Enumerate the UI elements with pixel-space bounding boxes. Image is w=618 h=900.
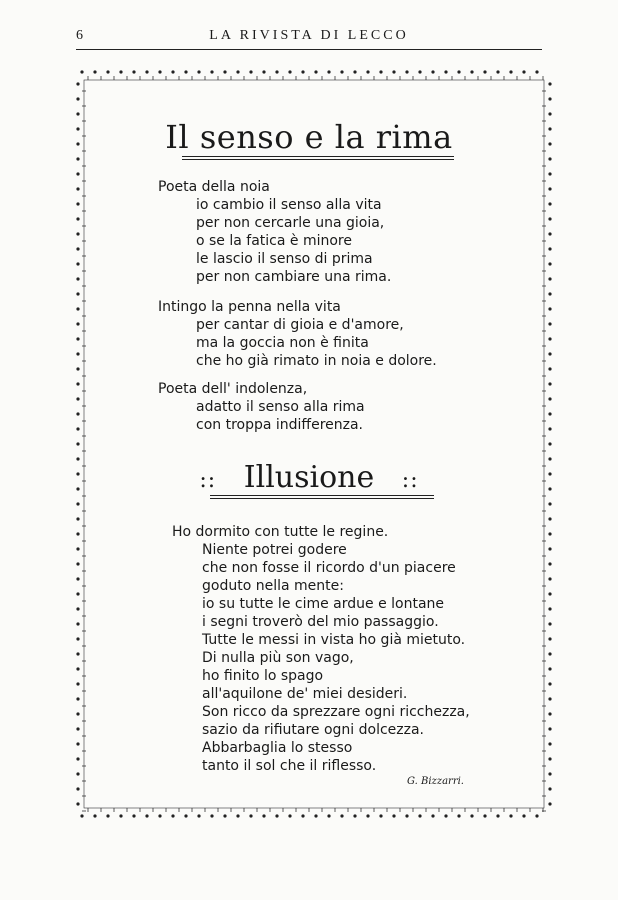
border-dot — [76, 667, 79, 670]
title-ornament-right: :: — [401, 468, 419, 493]
border-dot — [548, 187, 551, 190]
border-dot — [405, 814, 408, 817]
poem-line: Di nulla più son vago, — [202, 650, 354, 666]
border-dot — [457, 70, 460, 73]
border-dot — [509, 70, 512, 73]
poem-line: ma la goccia non è finita — [196, 335, 369, 351]
poem-title-text: Illusione — [243, 460, 375, 495]
poem-line: Tutte le messi in vista ho già mietuto. — [202, 632, 466, 648]
border-dot — [132, 70, 135, 73]
border-dot — [76, 592, 79, 595]
border-dot — [392, 70, 395, 73]
border-dot — [548, 157, 551, 160]
border-dot — [548, 82, 551, 85]
border-dot — [522, 814, 525, 817]
poem-line: Intingo la penna nella vita — [158, 299, 341, 315]
border-dot — [76, 82, 79, 85]
poem-line: Ho dormito con tutte le regine. — [172, 524, 389, 540]
running-head: LA RIVISTA DI LECCO — [209, 28, 409, 43]
poem-line: per non cercarle una gioia, — [196, 215, 385, 231]
border-dot — [275, 70, 278, 73]
border-dot — [548, 727, 551, 730]
border-dot — [76, 682, 79, 685]
border-dot — [548, 532, 551, 535]
border-dot — [548, 652, 551, 655]
title-underline — [210, 495, 434, 499]
poem-line: goduto nella mente: — [202, 578, 344, 594]
border-dot — [548, 217, 551, 220]
border-dot — [444, 814, 447, 817]
border-dot — [548, 607, 551, 610]
border-dot — [76, 352, 79, 355]
border-dot — [548, 277, 551, 280]
border-dot — [76, 697, 79, 700]
poem-line: per cantar di gioia e d'amore, — [196, 317, 404, 333]
border-dot — [184, 814, 187, 817]
border-dot — [340, 814, 343, 817]
border-dot — [210, 814, 213, 817]
border-dot — [76, 532, 79, 535]
poem-line: ho finito lo spago — [202, 668, 324, 684]
border-dot — [76, 502, 79, 505]
border-dot — [548, 787, 551, 790]
border-dot — [275, 814, 278, 817]
border-dot — [379, 70, 382, 73]
border-dot — [76, 337, 79, 340]
border-dot — [80, 70, 83, 73]
border-dot — [223, 70, 226, 73]
border-dot — [548, 697, 551, 700]
border-dot — [483, 70, 486, 73]
border-dot — [418, 814, 421, 817]
poem-title-il-senso-e-la-rima: Il senso e la rima — [165, 118, 453, 156]
border-dot — [483, 814, 486, 817]
border-dot — [76, 157, 79, 160]
border-dot — [418, 70, 421, 73]
border-dot — [288, 814, 291, 817]
border-dot — [496, 70, 499, 73]
border-dot — [288, 70, 291, 73]
border-dot — [93, 814, 96, 817]
border-dot — [76, 112, 79, 115]
poem-line: o se la fatica è minore — [196, 233, 352, 249]
border-dot — [548, 307, 551, 310]
poem-line: le lascio il senso di prima — [196, 251, 373, 267]
border-dot — [548, 247, 551, 250]
poem-line: che ho già rimato in noia e dolore. — [196, 353, 437, 369]
border-dot — [548, 637, 551, 640]
border-dot — [76, 652, 79, 655]
border-dot — [548, 352, 551, 355]
border-dot — [548, 622, 551, 625]
title-underline — [182, 156, 454, 160]
border-dot — [457, 814, 460, 817]
border-dot — [76, 442, 79, 445]
border-dot — [262, 70, 265, 73]
border-dot — [76, 517, 79, 520]
border-dot — [76, 172, 79, 175]
border-dot — [327, 70, 330, 73]
border-dot — [548, 517, 551, 520]
poem-line: io su tutte le cime ardue e lontane — [202, 596, 445, 612]
poem-line: Poeta dell' indolenza, — [158, 381, 308, 397]
poem-line: che non fosse il ricordo d'un piacere — [202, 560, 456, 576]
border-dot — [76, 742, 79, 745]
border-dot — [548, 562, 551, 565]
border-dot — [353, 814, 356, 817]
border-dot — [197, 814, 200, 817]
poem-line: all'aquilone de' miei desideri. — [202, 686, 408, 702]
border-dot — [236, 814, 239, 817]
border-dot — [76, 607, 79, 610]
border-dot — [548, 502, 551, 505]
poem-line: adatto il senso alla rima — [196, 399, 365, 415]
border-dot — [76, 427, 79, 430]
border-dot — [548, 367, 551, 370]
border-dot — [470, 70, 473, 73]
border-dot — [76, 232, 79, 235]
border-dot — [548, 757, 551, 760]
border-dot — [76, 727, 79, 730]
border-dot — [145, 814, 148, 817]
poem-line: Abbarbaglia lo stesso — [202, 740, 353, 756]
title-ornament-left: :: — [199, 468, 217, 493]
border-dot — [548, 412, 551, 415]
border-dot — [314, 814, 317, 817]
poem-line: Niente potrei godere — [202, 542, 347, 558]
border-dot — [548, 382, 551, 385]
border-dot — [76, 187, 79, 190]
border-dot — [522, 70, 525, 73]
border-dot — [119, 70, 122, 73]
border-dot — [76, 382, 79, 385]
border-dot — [76, 262, 79, 265]
border-dot — [76, 412, 79, 415]
border-dot — [548, 202, 551, 205]
border-dot — [76, 97, 79, 100]
border-dot — [76, 367, 79, 370]
page-number: 6 — [76, 28, 83, 43]
border-dot — [340, 70, 343, 73]
border-dot — [314, 70, 317, 73]
author-signature: G. Bizzarri. — [407, 776, 464, 787]
border-dot — [76, 802, 79, 805]
border-dot — [249, 70, 252, 73]
border-dot — [76, 787, 79, 790]
poem-line: Poeta della noia — [158, 179, 270, 195]
poem-line: io cambio il senso alla vita — [196, 197, 382, 213]
border-dot — [548, 592, 551, 595]
border-dot — [197, 70, 200, 73]
border-dot — [548, 712, 551, 715]
border-dot — [548, 172, 551, 175]
border-dot — [548, 292, 551, 295]
border-dot — [76, 322, 79, 325]
border-dot — [327, 814, 330, 817]
border-dot — [76, 562, 79, 565]
border-dot — [93, 70, 96, 73]
border-dot — [548, 232, 551, 235]
border-dot — [171, 70, 174, 73]
border-dot — [535, 70, 538, 73]
border-dot — [548, 262, 551, 265]
border-dot — [444, 70, 447, 73]
border-dot — [76, 622, 79, 625]
border-dot — [366, 814, 369, 817]
border-dot — [132, 814, 135, 817]
poem-line: sazio da rifiutare ogni dolcezza. — [202, 722, 425, 738]
border-dot — [76, 277, 79, 280]
border-dot — [236, 70, 239, 73]
border-dot — [80, 814, 83, 817]
border-dot — [158, 814, 161, 817]
border-dot — [431, 814, 434, 817]
border-dot — [431, 70, 434, 73]
border-dot — [210, 70, 213, 73]
border-dot — [548, 802, 551, 805]
poem-line: tanto il sol che il riflesso. — [202, 758, 377, 774]
border-dot — [76, 292, 79, 295]
border-dot — [76, 547, 79, 550]
border-dot — [76, 247, 79, 250]
border-dot — [76, 202, 79, 205]
border-dot — [548, 322, 551, 325]
border-dot — [158, 70, 161, 73]
border-dot — [76, 637, 79, 640]
border-dot — [353, 70, 356, 73]
border-dot — [548, 772, 551, 775]
poem-line: i segni troverò del mio passaggio. — [202, 614, 439, 630]
border-dot — [496, 814, 499, 817]
border-dot — [470, 814, 473, 817]
border-dot — [548, 742, 551, 745]
border-dot — [119, 814, 122, 817]
border-dot — [548, 442, 551, 445]
border-dot — [548, 682, 551, 685]
border-dot — [262, 814, 265, 817]
border-dot — [106, 70, 109, 73]
border-dot — [379, 814, 382, 817]
border-dot — [76, 307, 79, 310]
border-dot — [76, 772, 79, 775]
border-dot — [249, 814, 252, 817]
border-dot — [548, 667, 551, 670]
border-dot — [106, 814, 109, 817]
border-dot — [76, 397, 79, 400]
border-dot — [548, 427, 551, 430]
border-dot — [76, 577, 79, 580]
poem-line: Son ricco da sprezzare ogni ricchezza, — [202, 704, 470, 720]
border-dot — [366, 70, 369, 73]
border-dot — [548, 397, 551, 400]
border-dot — [548, 97, 551, 100]
border-dot — [171, 814, 174, 817]
border-dot — [145, 70, 148, 73]
border-dot — [76, 217, 79, 220]
poem-title-illusione — [0, 460, 618, 495]
border-dot — [535, 814, 538, 817]
border-dot — [405, 70, 408, 73]
border-dot — [76, 712, 79, 715]
poem-line: con troppa indifferenza. — [196, 417, 364, 433]
border-dot — [184, 70, 187, 73]
border-dot — [548, 337, 551, 340]
border-dot — [548, 547, 551, 550]
border-dot — [76, 757, 79, 760]
border-dot — [223, 814, 226, 817]
border-dot — [509, 814, 512, 817]
border-dot — [548, 577, 551, 580]
border-dot — [301, 70, 304, 73]
poem-line: per non cambiare una rima. — [196, 269, 392, 285]
border-dot — [548, 112, 551, 115]
border-dot — [392, 814, 395, 817]
border-dot — [301, 814, 304, 817]
